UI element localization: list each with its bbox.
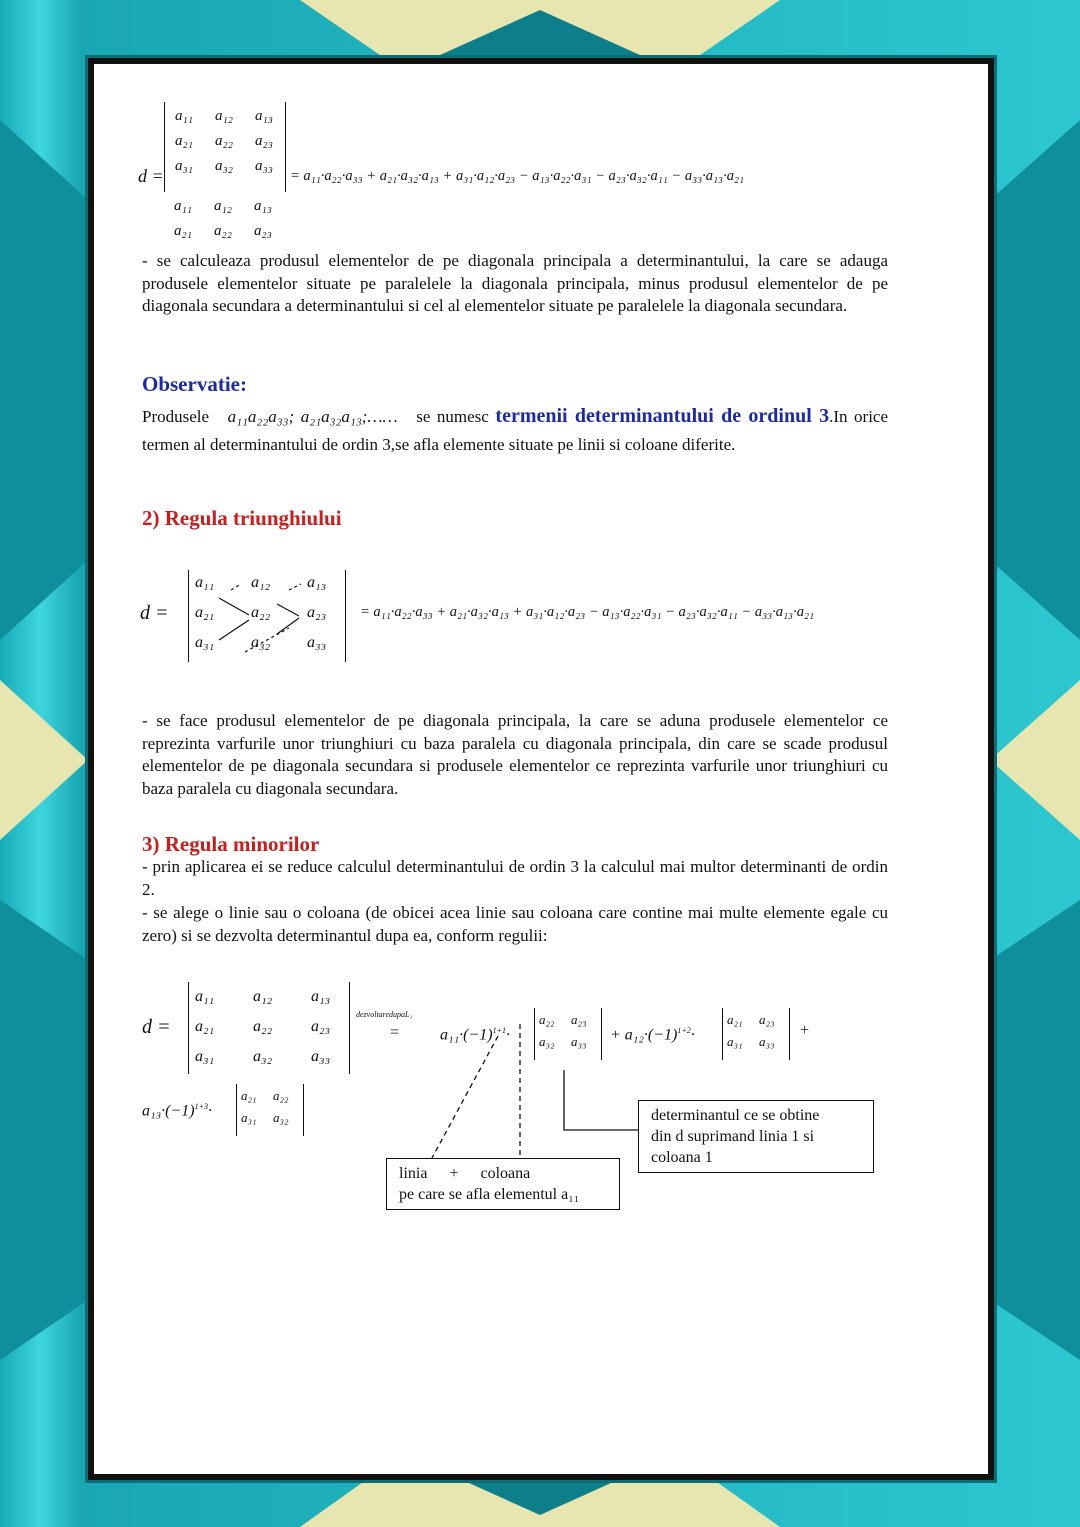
equals-sign: = [390, 1024, 400, 1041]
matrix-entry: a₃₂ [253, 1048, 273, 1065]
matrix-entry: a₃₁ [195, 634, 215, 651]
matrix-entry: a₂₃ [571, 1012, 587, 1027]
minors-rule-heading: 3) Regula minorilor [142, 832, 320, 856]
term-1-exp: 1+1 [492, 1026, 506, 1035]
matrix-entry: a₂₂ [253, 1018, 273, 1035]
minor-callout-line-3: coloana 1 [651, 1149, 713, 1166]
matrix-entry: a₂₂ [273, 1088, 289, 1103]
obs-highlight: termenii determinantului de ordinul 3 [495, 405, 830, 427]
det-symbol: d = [138, 166, 164, 186]
minors-text-1: - prin aplicarea ei se reduce calculul determinantului de ordin 3 la calculul mai multor determinanti de ordin 2. [142, 857, 888, 899]
matrix-entry: a₃₁ [727, 1034, 743, 1049]
triangle-rule-heading: 2) Regula triunghiului [142, 506, 342, 530]
matrix-entry: a₂₃ [255, 133, 273, 149]
matrix-entry: a₁₁ [174, 198, 192, 214]
obs-text-1: Produsele [142, 407, 210, 426]
plus-sign: + [800, 1022, 810, 1039]
minor-callout-line-1: determinantul ce se obtine [651, 1107, 820, 1124]
matrix-entry: a₃₂ [539, 1034, 555, 1049]
matrix-entry: a₁₂ [251, 574, 271, 591]
callout-linia: linia [399, 1165, 428, 1182]
expansion-note: dezvoltaredupaL₁ [356, 1010, 413, 1019]
matrix-entry: a₃₃ [311, 1048, 331, 1065]
term-1-coef: a₁₁·(−1) [440, 1026, 493, 1044]
matrix-entry: a₂₂ [539, 1012, 555, 1027]
matrix-entry: a₁₂ [214, 198, 232, 214]
matrix-entry: a₃₃ [255, 158, 273, 174]
matrix-entry: a₁₃ [311, 988, 331, 1005]
matrix-entry: a₂₃ [254, 223, 272, 239]
dot: · [207, 1102, 212, 1120]
matrix-entry: a₂₁ [175, 133, 193, 149]
matrix-entry: a₂₂ [251, 604, 271, 621]
matrix-entry: a₃₁ [195, 1048, 215, 1065]
matrix-entry: a₂₁ [241, 1088, 257, 1103]
matrix-entry: a₂₁ [174, 223, 192, 239]
dot: · [690, 1026, 695, 1044]
det-symbol: d = [142, 1016, 171, 1038]
matrix-entry: a₃₂ [215, 158, 233, 174]
matrix-entry: a₂₁ [727, 1012, 743, 1027]
matrix-entry: a₁₃ [307, 574, 327, 591]
matrix-entry: a₃₃ [759, 1034, 775, 1049]
matrix-entry: a₁₁ [195, 988, 215, 1005]
sarrus-explanation: - se calculeaza produsul elementelor de pe diagonala principala a determinantului, la care se adauga produsele elementelor situate pe paralelele la diagonala principala, minus produsul elementelor de pe diagonala secundara a determinantului si cel al elementelor situate pe paralelele la diagonala secundara. [142, 251, 888, 315]
matrix-entry: a₃₁ [241, 1110, 257, 1125]
annotation-lines [94, 64, 988, 1474]
matrix-entry: a₂₃ [759, 1012, 775, 1027]
matrix-entry: a₃₃ [571, 1034, 587, 1049]
minor-callout [638, 1100, 874, 1173]
matrix-entry: a₁₁ [195, 574, 215, 591]
matrix-entry: a₁₃ [255, 108, 273, 124]
matrix-entry: a₂₃ [307, 604, 327, 621]
term-2-coef: + a₁₂·(−1) [610, 1026, 678, 1044]
term-3-exp: 1+3 [194, 1102, 208, 1111]
minors-text-2: - se alege o linie sau o coloana (de obicei acea linie sau coloana care contine mai multe elemente egale cu zero) si se dezvolta determinantul dupa ea, conform regulii: [142, 903, 888, 945]
callout-coloana: coloana [480, 1165, 531, 1182]
triangle-formula: = a₁₁·a₂₂·a₃₃ + a₂₁·a₃₂·a₁₃ + a₃₁·a₁₂·a₂₃ − a₁₃·a₂₂·a₃₁ − a₂₃·a₃₂·a₁₁ − a₃₃·a₁₃·a₂₁ [360, 604, 815, 620]
matrix-entry: a₁₂ [215, 108, 233, 124]
callout-plus: + [449, 1165, 459, 1182]
matrix-entry: a₃₂ [251, 634, 271, 651]
triangle-explanation: - se face produsul elementelor de pe diagonala principala, la care se aduna produsele elementelor ce reprezinta varfurile unor triunghiuri cu baza paralela cu diagonala principala, din care se scade produsul elementelor de pe diagonala secundara si produsele elementelor ce reprezinta varfurile unor triunghiuri cu baza paralela cu diagonala secundara. [142, 711, 888, 798]
row-column-callout [386, 1158, 620, 1210]
det-symbol: d = [140, 602, 169, 624]
matrix-entry: a₂₂ [215, 133, 233, 149]
obs-text-2: se numesc [416, 407, 489, 426]
obs-text-3: .In orice termen al determinantului de ordin 3,se afla elemente situate pe linii si coloane diferite. [142, 407, 889, 454]
matrix-entry: a₂₃ [311, 1018, 331, 1035]
matrix-entry: a₂₁ [195, 1018, 215, 1035]
matrix-entry: a₁₁ [175, 108, 193, 124]
term-3-coef: a₁₃·(−1) [142, 1102, 195, 1120]
document-page [88, 58, 994, 1480]
matrix-entry: a₁₃ [254, 198, 272, 214]
observation-heading: Observatie: [142, 372, 247, 396]
callout-line-2: pe care se afla elementul a₁₁ [399, 1186, 580, 1203]
matrix-entry: a₃₂ [273, 1110, 289, 1125]
obs-math: a₁₁a₂₂a₃₃; a₂₁a₃₂a₁₃;…… [227, 407, 398, 426]
dot: · [505, 1026, 510, 1044]
matrix-entry: a₃₃ [307, 634, 327, 651]
matrix-entry: a₃₁ [175, 158, 193, 174]
matrix-entry: a₂₂ [214, 223, 232, 239]
sarrus-formula: = a₁₁·a₂₂·a₃₃ + a₂₁·a₃₂·a₁₃ + a₃₁·a₁₂·a₂₃ − a₁₃·a₂₂·a₃₁ − a₂₃·a₃₂·a₁₁ − a₃₃·a₁₃·a₂₁ [290, 168, 745, 184]
term-2-exp: 1+2 [677, 1026, 691, 1035]
minor-callout-line-2: din d suprimand linia 1 si [651, 1128, 815, 1145]
matrix-entry: a₁₂ [253, 988, 273, 1005]
matrix-entry: a₂₁ [195, 604, 215, 621]
